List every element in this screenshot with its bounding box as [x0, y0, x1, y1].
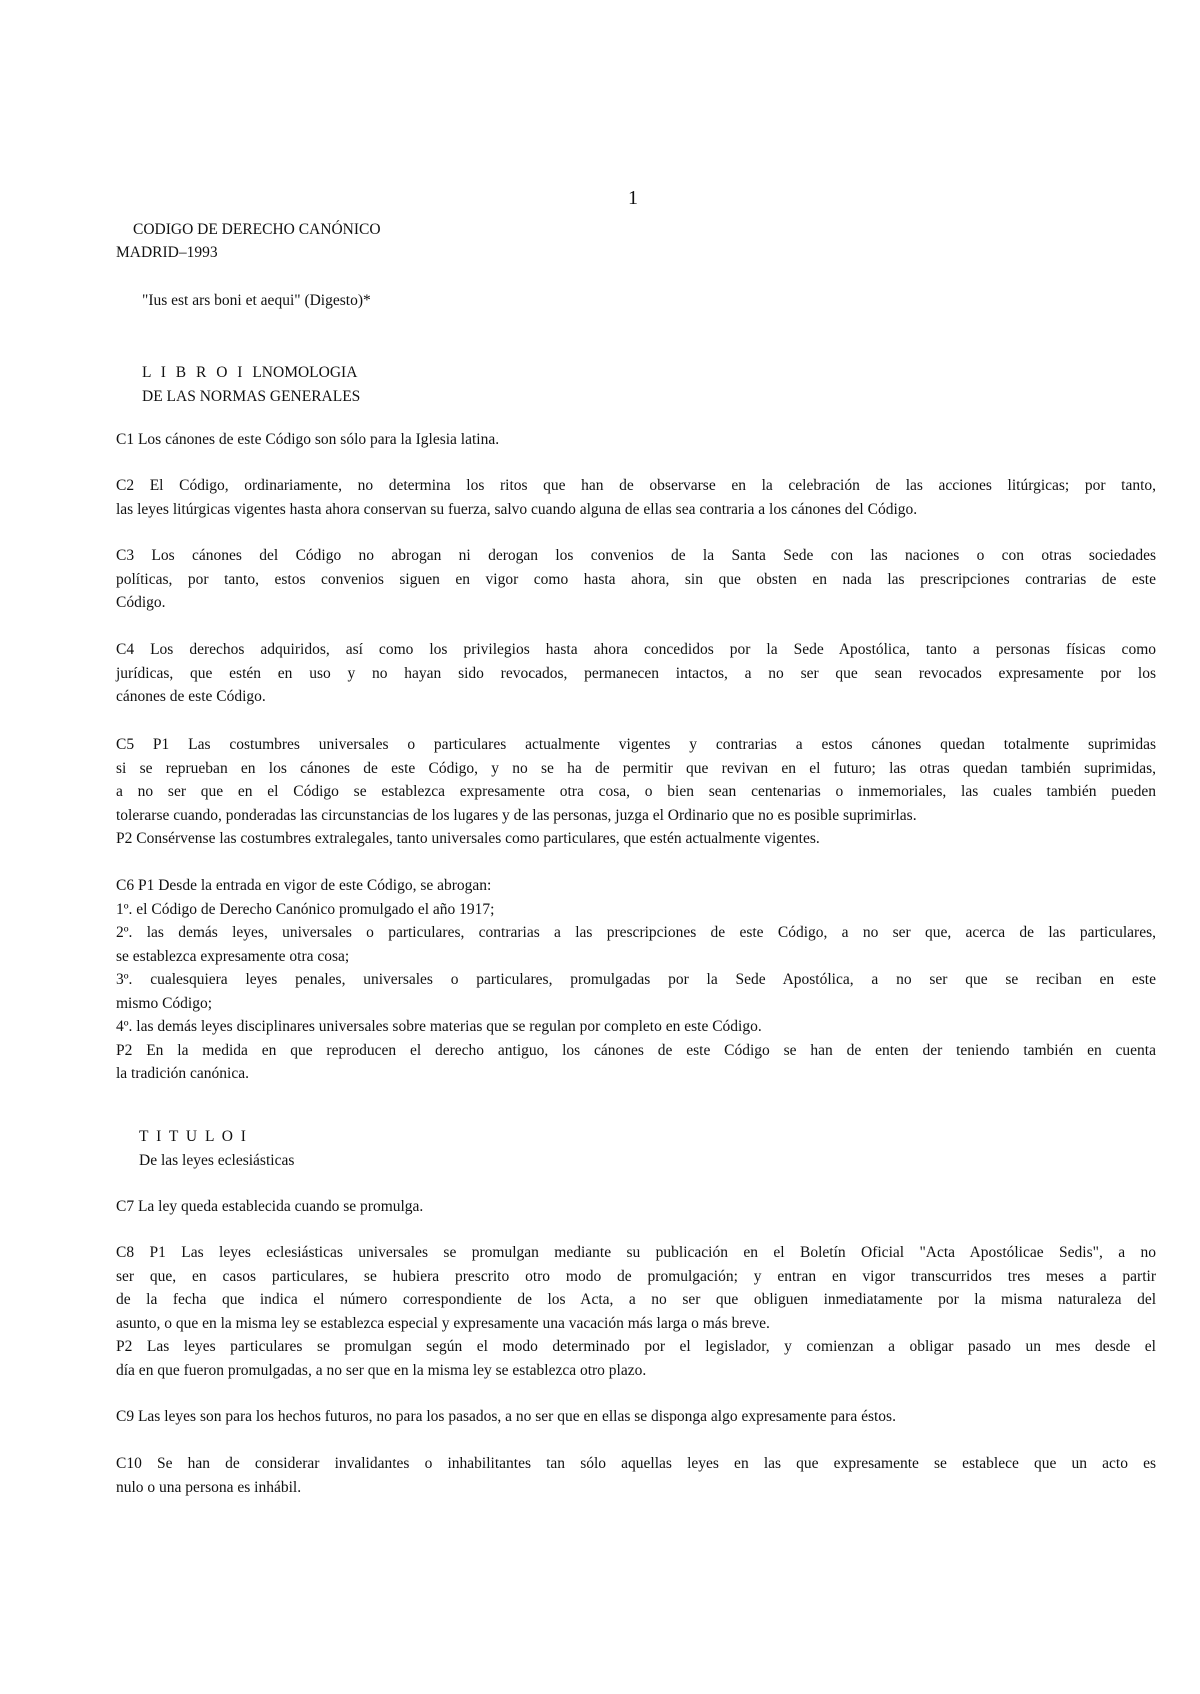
- canon-line: 2º. las demás leyes, universales o particulares, contrarias a las prescripciones de este Código, a no ser que, acerca de las particulares,: [116, 924, 1156, 941]
- canon-8-text: [116, 1241, 1156, 1382]
- canon-line: las leyes litúrgicas vigentes hasta ahora conservan su fuerza, salvo cuando alguna de ellas sea contraria a los cánones del Código.: [116, 500, 918, 518]
- canon-line: P2 Las leyes particulares se promulgan según el modo determinado por el legislador, y comienzan a obligar pasado un mes desde el: [116, 1338, 1156, 1355]
- canon-3-text: [116, 544, 1156, 615]
- canon-line: tolerarse cuando, ponderadas las circunstancias de los lugares y de las personas, juzga el Ordinario que no es posible suprimirlas.: [116, 806, 917, 824]
- canon-6-text: [116, 874, 1156, 1086]
- city-year-block: [116, 241, 218, 265]
- canon-line: C1 Los cánones de este Código son sólo para la Iglesia latina.: [116, 431, 500, 448]
- canon-5-text: [116, 733, 1156, 851]
- canon-line: de la fecha que indica el número correspondiente de los Acta, a no ser que obliguen inmediatamente por la misma naturaleza del: [116, 1291, 1156, 1308]
- canon-line: asunto, o que en la misma ley se establezca especial y expresamente una vacación más larga o más breve.: [116, 1314, 770, 1332]
- canon-line: la tradición canónica.: [116, 1065, 249, 1082]
- city-year: MADRID–1993: [116, 244, 218, 261]
- canon-1: [116, 428, 1156, 452]
- code-title: CODIGO DE DERECHO CANÓNICO: [133, 221, 381, 238]
- canon-2: [116, 474, 1156, 521]
- titulo-title: T I T U L O I: [139, 1128, 248, 1145]
- canon-line: C8 P1 Las leyes eclesiásticas universales se promulgan mediante su publicación en el Boletín Oficial "Acta Apostólicae Sedis", a no: [116, 1244, 1156, 1261]
- motto: "Ius est ars boni et aequi" (Digesto)*: [142, 292, 371, 309]
- titulo-heading: [139, 1125, 294, 1172]
- canon-1-text: [116, 428, 1156, 452]
- canon-10: [116, 1452, 1156, 1499]
- canon-line: jurídicas, que estén en uso y no hayan sido revocados, permanecen intactos, a no ser que sean revocados expresamente por los: [116, 664, 1156, 682]
- canon-line: C6 P1 Desde la entrada en vigor de este Código, se abrogan:: [116, 877, 492, 894]
- canon-line: día en que fueron promulgadas, a no ser que en la misma ley se establezca otro plazo.: [116, 1361, 647, 1379]
- canon-line: P2 En la medida en que reproducen el derecho antiguo, los cánones de este Código se han de enten der teniendo también en cuenta: [116, 1041, 1156, 1059]
- canon-line: cánones de este Código.: [116, 688, 266, 705]
- canon-line: C5 P1 Las costumbres universales o particulares actualmente vigentes y contrarias a estos cánones quedan totalmente suprimidas: [116, 736, 1156, 753]
- canon-line: políticas, por tanto, estos convenios siguen en vigor como hasta ahora, sin que obsten en nada las prescripciones contrarias de este: [116, 570, 1156, 588]
- canon-9-text: [116, 1405, 1156, 1429]
- book-heading: [142, 361, 360, 408]
- book-name: LNOMOLOGIA: [252, 364, 358, 381]
- book-subtitle: DE LAS NORMAS GENERALES: [142, 387, 361, 405]
- canon-5: [116, 733, 1156, 851]
- canon-line: C4 Los derechos adquiridos, así como los privilegios hasta ahora concedidos por la Sede Apostólica, tanto a personas físicas como: [116, 641, 1156, 658]
- motto-block: [142, 289, 371, 313]
- canon-line: C3 Los cánones del Código no abrogan ni derogan los convenios de la Santa Sede con las naciones o con otras sociedades: [116, 547, 1156, 564]
- canon-6: [116, 874, 1156, 1086]
- canon-line: se establezca expresamente otra cosa;: [116, 947, 350, 965]
- canon-line: 1º. el Código de Derecho Canónico promulgado el año 1917;: [116, 900, 495, 918]
- titulo-subtitle: De las leyes eclesiásticas: [139, 1151, 295, 1169]
- canon-2-text: [116, 474, 1156, 521]
- document-header: [133, 218, 381, 242]
- canon-line: P2 Consérvense las costumbres extralegales, tanto universales como particulares, que estén actualmente vigentes.: [116, 830, 820, 847]
- canon-8: [116, 1241, 1156, 1382]
- canon-line: C10 Se han de considerar invalidantes o inhabilitantes tan sólo aquellas leyes en las que expresamente se establece que un acto es: [116, 1455, 1156, 1472]
- canon-line: Código.: [116, 594, 166, 611]
- canon-4-text: [116, 638, 1156, 709]
- canon-line: C7 La ley queda establecida cuando se promulga.: [116, 1198, 424, 1215]
- canon-line: mismo Código;: [116, 994, 213, 1012]
- book-title-line: [142, 361, 360, 385]
- book-label: L I B R O I: [142, 364, 253, 381]
- canon-9: [116, 1405, 1156, 1429]
- canon-line: si se reprueban en los cánones de este Código, y no se ha de permitir que revivan en el futuro; las otras quedan también suprimidas,: [116, 759, 1156, 777]
- page-number: 1: [628, 187, 638, 209]
- canon-7: [116, 1195, 1156, 1219]
- canon-line: a no ser que en el Código se establezca expresamente otra cosa, o bien sean centenarias o inmemoriales, las cuales también pueden: [116, 783, 1156, 800]
- canon-line: 4º. las demás leyes disciplinares universales sobre materias que se regulan por completo en este Código.: [116, 1018, 762, 1035]
- canon-4: [116, 638, 1156, 709]
- canon-line: ser que, en casos particulares, se hubiera prescrito otro modo de promulgación; y entran en vigor transcurridos tres meses a partir: [116, 1267, 1156, 1285]
- canon-line: nulo o una persona es inhábil.: [116, 1478, 302, 1496]
- canon-10-text: [116, 1452, 1156, 1499]
- canon-line: C2 El Código, ordinariamente, no determina los ritos que han de observarse en la celebración de las acciones litúrgicas; por tanto,: [116, 477, 1156, 494]
- canon-line: C9 Las leyes son para los hechos futuros, no para los pasados, a no ser que en ellas se disponga algo expresamente para éstos.: [116, 1408, 896, 1425]
- canon-line: 3º. cualesquiera leyes penales, universales o particulares, promulgadas por la Sede Apostólica, a no ser que se reciban en este: [116, 971, 1156, 988]
- canon-7-text: [116, 1195, 1156, 1219]
- canon-3: [116, 544, 1156, 615]
